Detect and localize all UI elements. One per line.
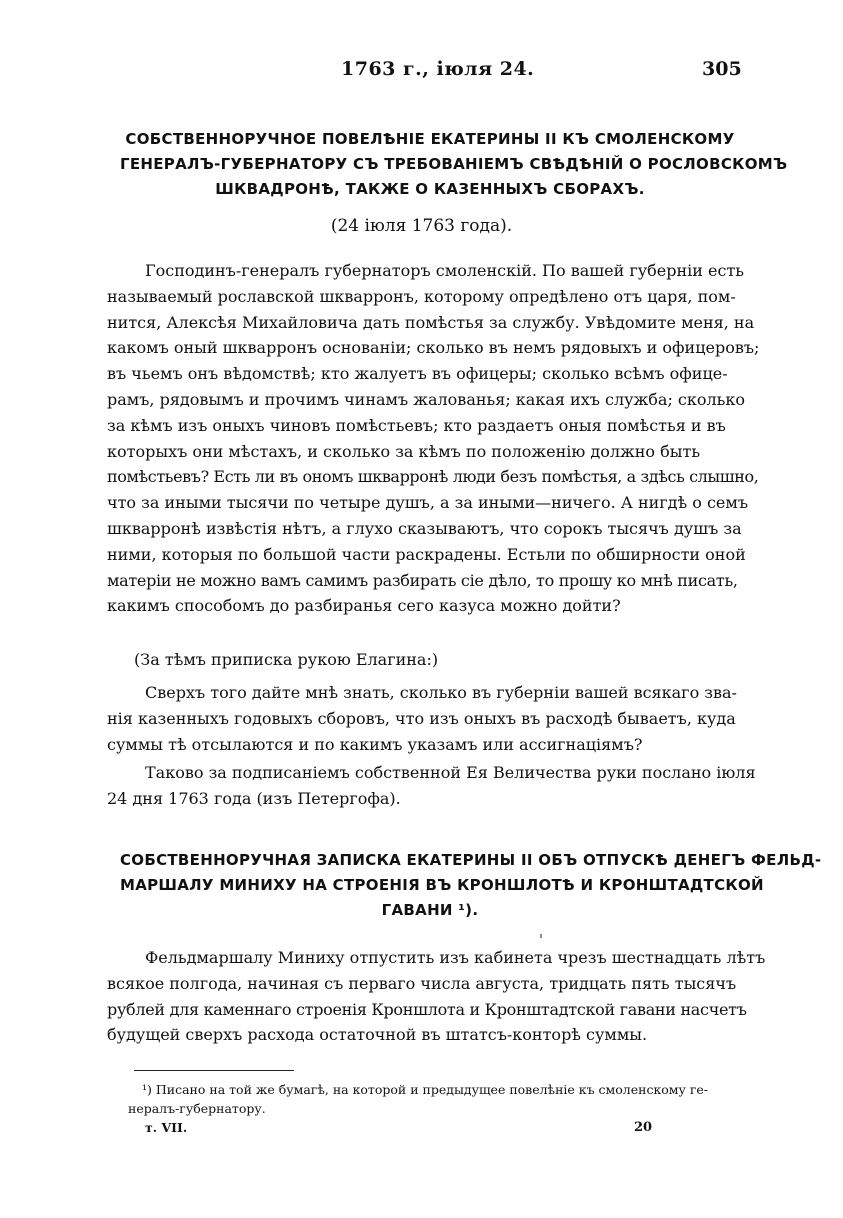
text-line: нія казенныхъ годовыхъ сборовъ, что изъ оныхъ въ расходѣ бываетъ, куда — [107, 708, 736, 728]
text-line: Господинъ-генералъ губернаторъ смоленскій. По вашей губерніи есть — [145, 261, 745, 280]
footnote-divider — [134, 1070, 294, 1071]
section1-heading — [120, 127, 788, 202]
text-line: за кѣмъ изъ оныхъ чиновъ помѣстьевъ; кто раздаетъ оныя помѣстья и въ — [107, 415, 726, 435]
page-number: 305 — [702, 58, 742, 80]
text-line: матеріи не можно вамъ самимъ разбирать сіе дѣло, то прошу ко мнѣ писать, — [107, 570, 738, 590]
text-line: которыхъ они мѣстахъ, и сколько за кѣмъ по положенію должно быть — [107, 441, 701, 461]
running-head — [0, 58, 843, 84]
closing-paragraph — [107, 760, 756, 812]
footnote-line: ¹) Писано на той же бумагѣ, на которой и предыдущее повелѣніе къ смоленскому ге- — [142, 1082, 709, 1097]
text-line: ними, которыя по большой части раскрадены. Естьли по обширности оной — [107, 544, 746, 564]
text-line: всякое полгода, начиная съ перваго числа августа, тридцать пять тысячъ — [107, 973, 737, 993]
text-line: помѣстьевъ? Есть ли въ ономъ шкварронѣ люди безъ помѣстья, а здѣсь слышно, — [107, 467, 759, 487]
heading-line: СОБСТВЕННОРУЧНОЕ ПОВЕЛѢНІЕ ЕКАТЕРИНЫ II КЪ СМОЛЕНСКОМУ — [125, 130, 735, 148]
section2-heading — [120, 848, 822, 923]
heading-line: ГАВАНИ ¹). — [381, 901, 479, 919]
sheet-number: 20 — [634, 1120, 653, 1135]
footnote — [128, 1080, 748, 1118]
text-line: суммы тѣ отсылаются и по какимъ указамъ или ассигнаціямъ? — [107, 734, 643, 754]
document-date: (24 іюля 1763 года). — [330, 216, 513, 236]
text-line: Фельдмаршалу Миниху отпустить изъ кабинета чрезъ шестнадцать лѣтъ — [145, 948, 766, 967]
heading-line: ШКВАДРОНѢ, ТАКЖЕ О КАЗЕННЫХЪ СБОРАХЪ. — [215, 180, 645, 198]
text-line: Сверхъ того дайте мнѣ знать, сколько въ губерніи вашей всякаго зва- — [145, 683, 737, 702]
text-line: рублей для каменнаго строенія Кроншлота и Кронштадтской гавани насчетъ — [107, 999, 747, 1019]
text-line: шкварронѣ извѣстія нѣтъ, а глухо сказываютъ, что сорокъ тысячъ душъ за — [107, 518, 742, 538]
text-line: будущей сверхъ расхода остаточной въ штатсъ-конторѣ суммы. — [107, 1025, 648, 1045]
text-line: какимъ способомъ до разбиранья сего казуса можно дойти? — [107, 596, 621, 616]
main-paragraph — [107, 258, 760, 619]
signature-mark: т. VII. — [145, 1120, 188, 1135]
running-title: 1763 г., іюля 24. — [341, 58, 535, 80]
text-line: рамъ, рядовымъ и прочимъ чинамъ жалованья; какая ихъ служба; сколько — [107, 389, 746, 409]
print-speck — [540, 934, 542, 938]
text-line: называемый рославской шкварронъ, которому опредѣлено отъ царя, пом- — [107, 286, 736, 306]
heading-line: ГЕНЕРАЛЪ-ГУБЕРНАТОРУ СЪ ТРЕБОВАНІЕМЪ СВѢДѢНІЙ О РОСЛОВСКОМЪ — [120, 155, 788, 173]
heading-line: МАРШАЛУ МИНИХУ НА СТРОЕНІЯ ВЪ КРОНШЛОТѢ И КРОНШТАДТСКОЙ — [120, 876, 764, 894]
text-line: нится, Алексѣя Михайловича дать помѣстья за службу. Увѣдомите меня, на — [107, 312, 755, 332]
postscript-intro: (За тѣмъ приписка рукою Елагина:) — [134, 650, 439, 669]
text-line: что за иными тысячи по четыре душъ, а за иными—ничего. А нигдѣ о семъ — [107, 493, 749, 513]
text-line: Таково за подписаніемъ собственной Ея Величества руки послано іюля — [145, 763, 756, 782]
text-line: въ чьемъ онъ вѣдомствѣ; кто жалуетъ въ офицеры; сколько всѣмъ офице- — [107, 364, 728, 384]
footnote-line: нералъ-губернатору. — [128, 1101, 266, 1116]
section2-paragraph — [107, 945, 766, 1048]
postscript-paragraph — [107, 680, 737, 757]
text-line: 24 дня 1763 года (изъ Петергофа). — [107, 788, 401, 808]
text-line: какомъ оный шкварронъ основаніи; сколько въ немъ рядовыхъ и офицеровъ; — [107, 338, 760, 358]
heading-line: СОБСТВЕННОРУЧНАЯ ЗАПИСКА ЕКАТЕРИНЫ II ОБЪ ОТПУСКѢ ДЕНЕГЪ ФЕЛЬД- — [120, 851, 822, 869]
